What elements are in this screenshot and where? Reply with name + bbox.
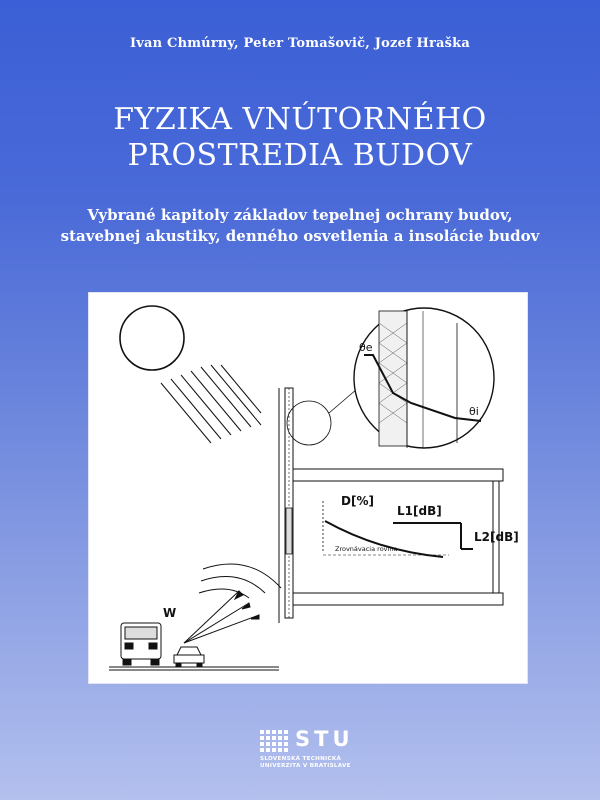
car-icon [174, 647, 204, 667]
publisher-mark: STU [295, 727, 354, 751]
stu-dots-icon [260, 730, 290, 754]
bus-icon [121, 623, 161, 665]
subtitle-line-1: Vybrané kapitoly základov tepelnej ochrany budov, [87, 206, 513, 224]
title-line-1: FYZIKA VNÚTORNÉHO [113, 102, 487, 137]
label-d: D[%] [341, 494, 374, 508]
cover-illustration [88, 292, 528, 684]
detail-circle [287, 401, 331, 445]
label-l1: L1[dB] [397, 504, 442, 518]
label-theta-i: θi [469, 405, 479, 418]
sun-rays [161, 365, 261, 443]
publisher-line-2: UNIVERZITA V BRATISLAVE [260, 763, 351, 769]
illustration-svg [89, 293, 527, 683]
publisher-name [260, 756, 351, 770]
publisher-logo [260, 727, 370, 772]
book-title [0, 102, 600, 174]
magnifier-circle [354, 308, 494, 448]
subtitle-line-2: stavebnej akustiky, denného osvetlenia a insolácie budov [60, 227, 540, 245]
label-w: W [163, 606, 177, 620]
sun-icon [120, 306, 184, 370]
floor-slabs [293, 469, 503, 605]
label-l2: L2[dB] [474, 530, 519, 544]
title-line-2: PROSTREDIA BUDOV [127, 138, 473, 173]
label-plane: Zrovnávacia rovina [335, 545, 398, 553]
book-subtitle [0, 205, 600, 247]
sound-waves [163, 564, 281, 643]
acoustic-levels [393, 504, 519, 549]
authors: Ivan Chmúrny, Peter Tomašovič, Jozef Hraška [129, 36, 471, 51]
label-theta-e: θe [359, 341, 373, 354]
publisher-line-1: SLOVENSKÁ TECHNICKÁ [260, 756, 342, 762]
